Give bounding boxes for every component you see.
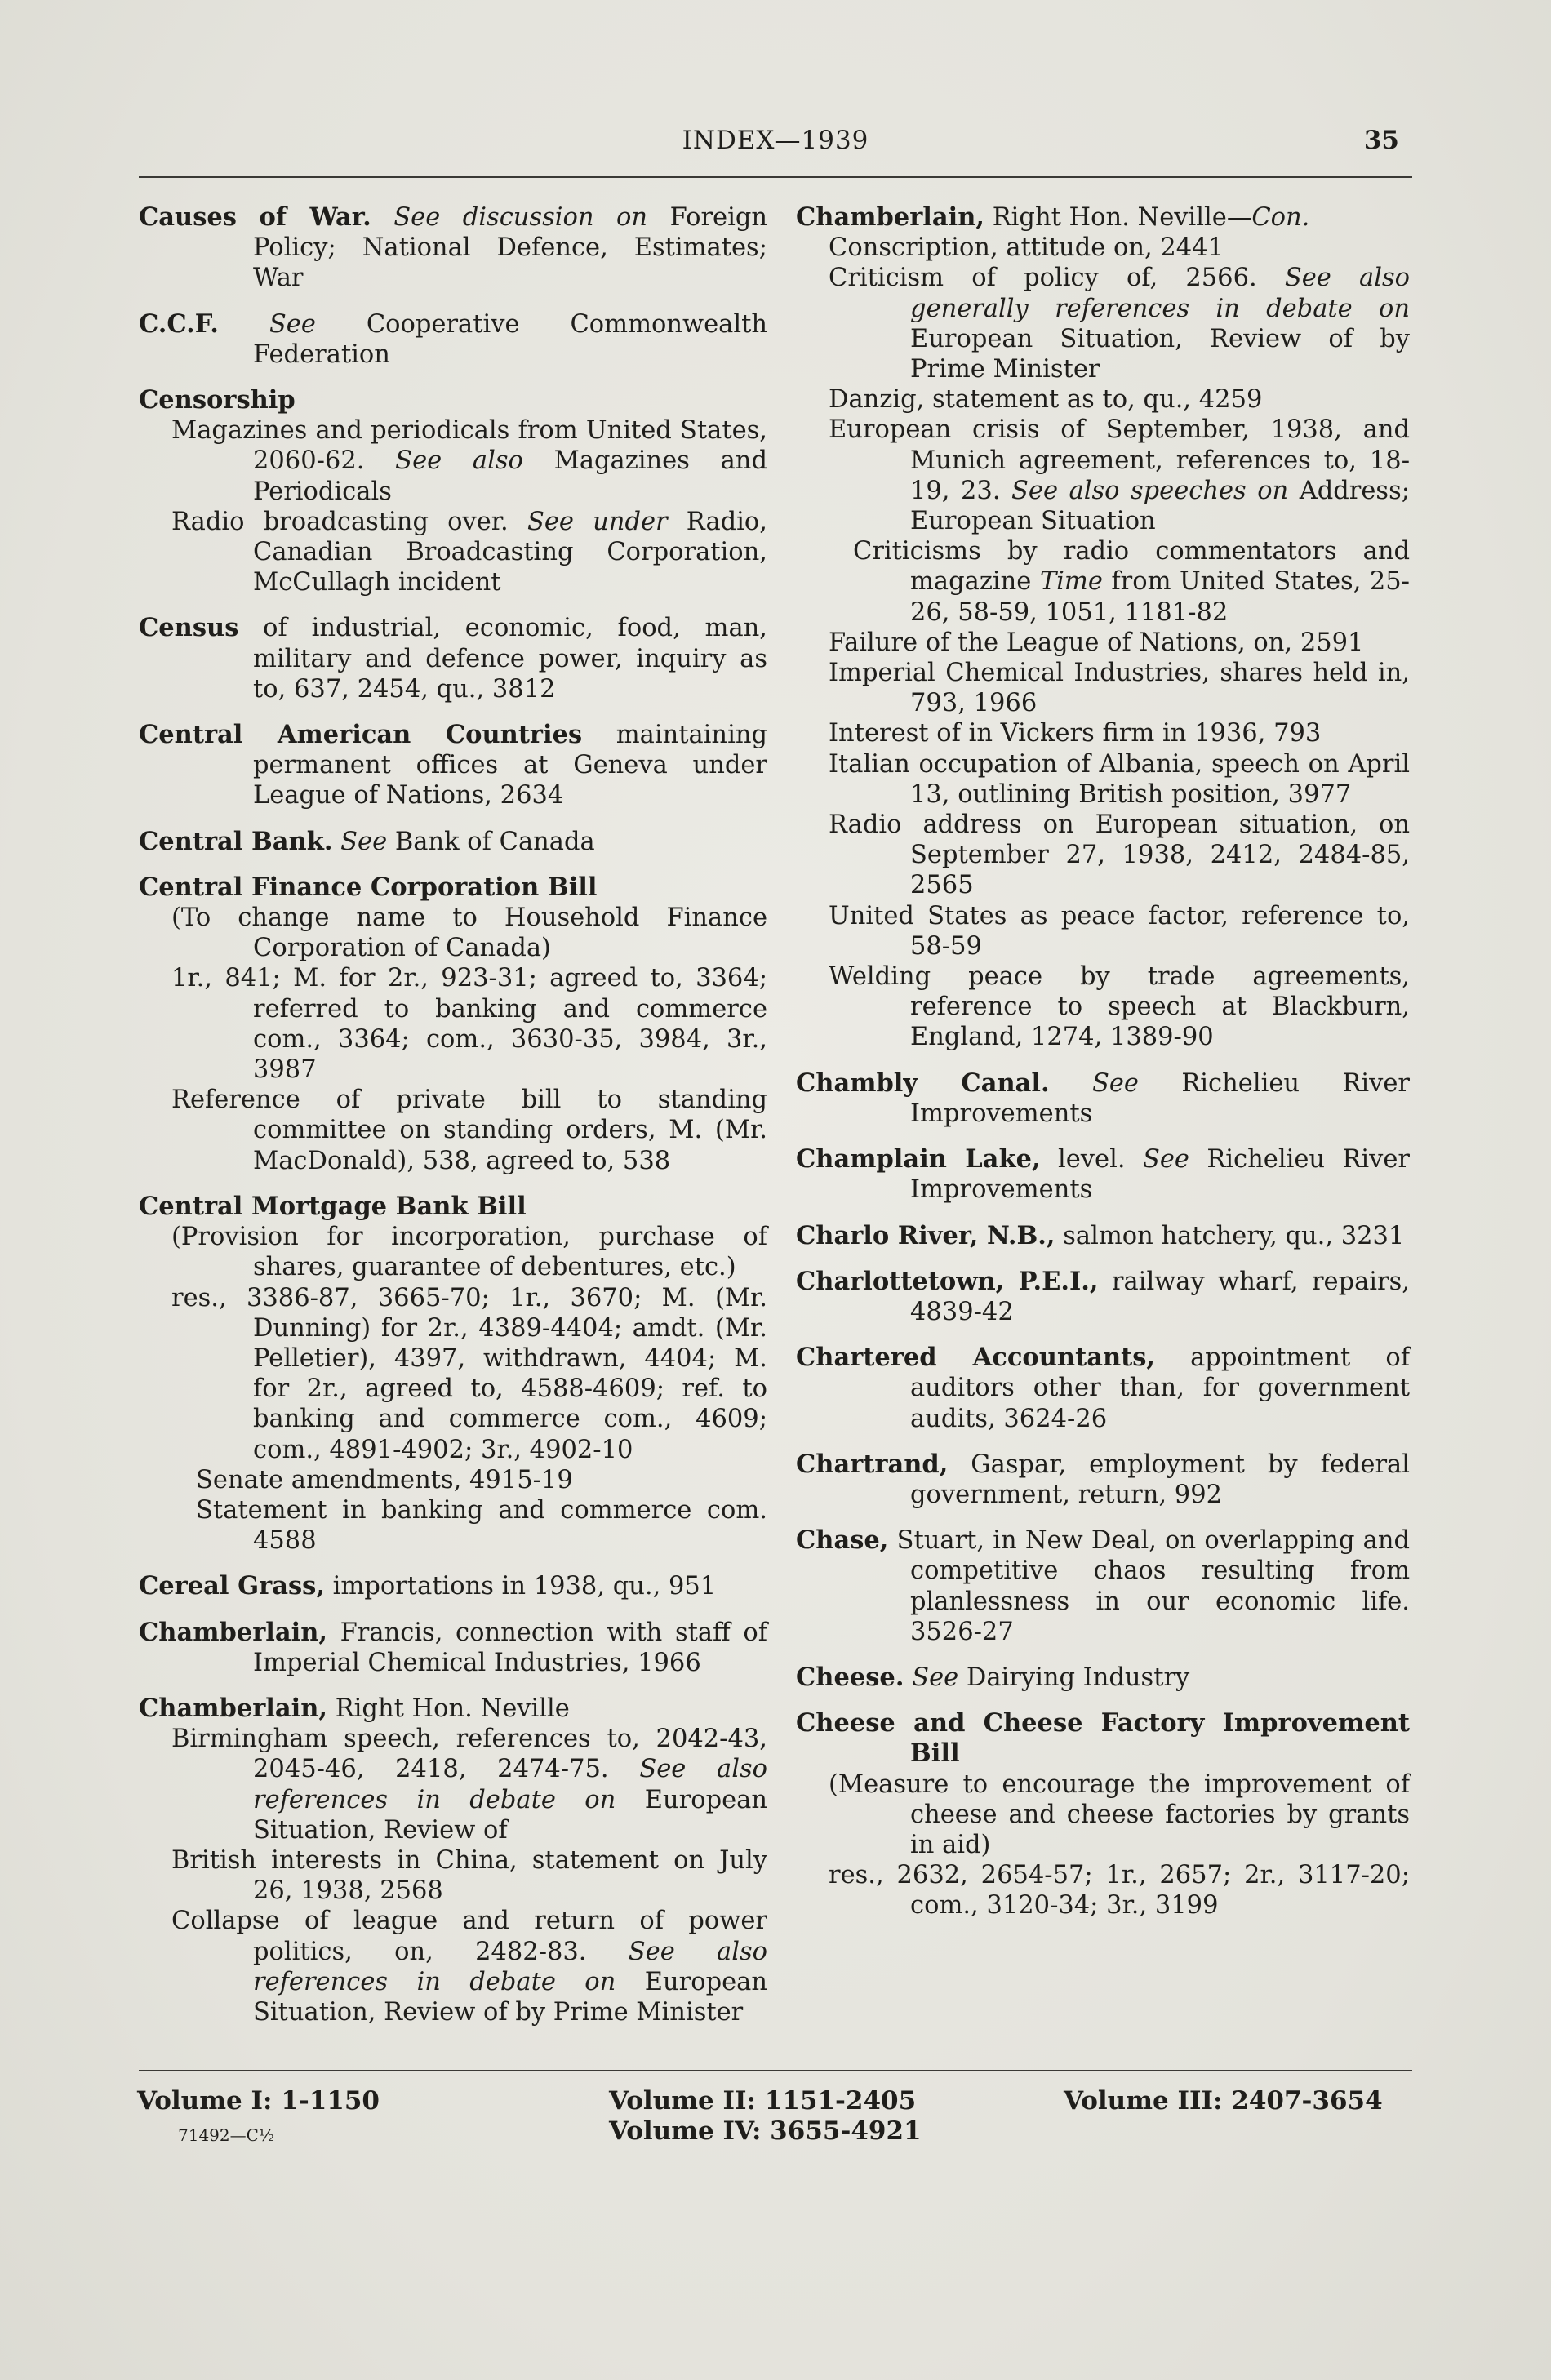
entry-main-line	[796, 1663, 1410, 1693]
entry-heading: Chamberlain,	[139, 1693, 328, 1723]
entry-subitem: Failure of the League of Nations, on, 2591	[829, 628, 1364, 657]
header-rule	[139, 176, 1412, 178]
entry-heading: Central Mortgage Bank Bill	[139, 1191, 527, 1221]
index-entry	[139, 202, 767, 294]
entry-subitem: (To change name to Household Finance Corporation of Canada)	[171, 904, 767, 963]
entry-main-line	[139, 1192, 767, 1222]
entry-subitem: Interest of in Vickers firm in 1936, 793	[829, 719, 1322, 748]
entry-heading: Census	[139, 613, 239, 643]
index-entry	[796, 1068, 1410, 1129]
entry-text: See Richelieu River Improvements	[910, 1068, 1410, 1128]
index-entry	[796, 1221, 1410, 1251]
index-entry	[796, 1144, 1410, 1205]
entry-subitem: (Provision for incorporation, purchase of shares, guarantee of debentures, etc.)	[171, 1223, 767, 1282]
entry-main-line	[796, 1450, 1410, 1510]
entry-heading: Central Finance Corporation Bill	[139, 872, 598, 902]
entry-main-line	[796, 1267, 1410, 1327]
index-entry	[796, 1663, 1410, 1693]
index-entry	[796, 1343, 1410, 1434]
entry-main-line	[139, 873, 767, 903]
page-number: 35	[1363, 126, 1399, 155]
entry-main-line	[139, 1571, 767, 1601]
entry-subitem: Collapse of league and return of power politics, on, 2482-83. See also references in debate on European Situation, Review of by Prime Minister	[171, 1907, 767, 2027]
index-entry	[139, 827, 767, 857]
entry-heading: Cereal Grass,	[139, 1571, 325, 1601]
entry-text: See Dairying Industry	[912, 1663, 1190, 1692]
entry-main-line	[139, 1618, 767, 1678]
left-column	[139, 202, 767, 2043]
entry-main-line	[796, 1144, 1410, 1205]
page-header	[0, 122, 1551, 163]
index-entry	[796, 202, 1410, 1053]
entry-subitem: Birmingham speech, references to, 2042-43, 2045-46, 2418, 2474-75. See also references in debate on European Situation, Review of	[171, 1725, 767, 1845]
entry-text: of War. See discussion on Foreign Policy; National Defence, Estimates; War	[253, 202, 767, 293]
index-entry	[139, 1618, 767, 1678]
entry-main-line	[139, 613, 767, 704]
footer-rule	[139, 2070, 1412, 2071]
entry-text: Right Hon. Neville—Con.	[984, 203, 1310, 232]
entry-subitem: Conscription, attitude on, 2441	[829, 233, 1224, 263]
index-entry	[139, 613, 767, 704]
entry-text: importations in 1938, qu., 951	[324, 1572, 717, 1601]
index-entry	[139, 720, 767, 811]
index-entry	[139, 309, 767, 370]
entry-main-line	[139, 385, 767, 415]
entry-text: Stuart, in New Deal, on overlapping and competitive chaos resulting from planlessness in our economic life. 3526-27	[888, 1526, 1410, 1646]
entry-subitem: United States as peace factor, reference to, 58-59	[829, 901, 1410, 961]
right-column	[796, 202, 1410, 1937]
entry-text: See Bank of Canada	[340, 827, 595, 856]
entry-main-line	[139, 827, 767, 857]
entry-subitem: Criticism of policy of, 2566. See also generally references in debate on European Situation, Review of by Prime Minister	[829, 264, 1410, 384]
entry-subitem: Welding peace by trade agreements, reference to speech at Blackburn, England, 1274, 1389-90	[829, 962, 1410, 1052]
entry-text: Gaspar, employment by federal government, return, 992	[910, 1450, 1410, 1509]
entry-subitem: Reference of private bill to standing committee on standing orders, M. (Mr. MacDonald), 538, agreed to, 538	[171, 1086, 767, 1175]
entry-main-line	[139, 309, 767, 370]
entry-text: of industrial, economic, food, man, military and defence power, inquiry as to, 637, 2454, qu., 3812	[238, 614, 767, 704]
entry-text: Right Hon. Neville	[327, 1694, 570, 1723]
entry-heading: Charlo River, N.B.,	[796, 1220, 1055, 1250]
entry-heading: Chartrand,	[796, 1449, 949, 1479]
index-entry	[139, 385, 767, 597]
entry-main-line	[796, 1343, 1410, 1434]
entry-heading: Central American Countries	[139, 720, 583, 750]
entry-heading: Champlain Lake,	[796, 1144, 1041, 1174]
entry-text: maintaining permanent offices at Geneva under League of Nations, 2634	[253, 721, 767, 810]
volume-one-range: Volume I: 1-1150	[137, 2086, 380, 2116]
entry-subitem: Imperial Chemical Industries, shares held in, 793, 1966	[829, 659, 1410, 718]
entry-heading: Chase,	[796, 1525, 889, 1556]
index-entry	[796, 1450, 1410, 1510]
entry-subitem: Danzig, statement as to, qu., 4259	[829, 385, 1263, 415]
entry-main-line	[139, 202, 767, 294]
volume-two-range: Volume II: 1151-2405	[609, 2086, 917, 2116]
entry-heading: Central Bank.	[139, 826, 333, 856]
entry-main-line	[139, 1694, 767, 1724]
index-entry	[796, 1267, 1410, 1327]
entry-subitem: Statement in banking and commerce com. 4588	[196, 1495, 767, 1556]
entry-text: appointment of auditors other than, for government audits, 3624-26	[910, 1343, 1410, 1433]
index-entry	[139, 873, 767, 1176]
entry-subitem: res., 2632, 2654-57; 1r., 2657; 2r., 3117-20; com., 3120-34; 3r., 3199	[829, 1861, 1410, 1920]
index-entry	[139, 1571, 767, 1601]
print-code: 71492—C½	[178, 2125, 275, 2145]
index-entry	[139, 1694, 767, 2027]
entry-text: railway wharf, repairs, 4839-42	[910, 1267, 1410, 1326]
entry-text: level. See Richelieu River Improvements	[910, 1145, 1410, 1205]
entry-subitem: res., 3386-87, 3665-70; 1r., 3670; M. (Mr. Dunning) for 2r., 4389-4404; amdt. (Mr. Pelletier), 4397, withdrawn, 4404; M. for 2r., agreed to, 4588-4609; ref. to banking and commerce com., 4609; com., 4891-4902; 3r., 4902-10	[171, 1283, 767, 1464]
entry-main-line	[796, 1708, 1410, 1769]
entry-text: Francis, connection with staff of Imperial Chemical Industries, 1966	[253, 1618, 767, 1677]
entry-subitem: Radio address on European situation, on September 27, 1938, 2412, 2484-85, 2565	[829, 810, 1410, 900]
entry-main-line	[796, 1221, 1410, 1251]
entry-subitem: (Measure to encourage the improvement of cheese and cheese factories by grants in aid)	[829, 1769, 1410, 1859]
entry-heading: Censorship	[139, 385, 296, 415]
index-entry	[139, 1192, 767, 1556]
entry-heading: Chartered Accountants,	[796, 1343, 1156, 1373]
entry-main-line	[796, 1525, 1410, 1647]
entry-heading: Causes	[139, 202, 237, 232]
running-title: INDEX—1939	[682, 126, 869, 155]
index-entry	[796, 1525, 1410, 1647]
index-entry	[796, 1708, 1410, 1920]
entry-text: See Cooperative Commonwealth Federation	[253, 309, 767, 369]
volume-three-range: Volume III: 2407-3654	[1064, 2086, 1383, 2116]
entry-heading: Chamberlain,	[139, 1617, 328, 1647]
entry-subitem: Criticisms by radio commentators and magazine Time from United States, 25-26, 58-59, 1051, 1181-82	[853, 537, 1410, 627]
entry-heading: Charlottetown, P.E.I.,	[796, 1266, 1099, 1296]
page-footer	[0, 2086, 1551, 2184]
entry-heading: Chambly Canal.	[796, 1068, 1050, 1098]
volume-four-range: Volume IV: 3655-4921	[609, 2116, 922, 2146]
entry-subitem: British interests in China, statement on July 26, 1938, 2568	[171, 1845, 767, 1906]
entry-subitem: European crisis of September, 1938, and Munich agreement, references to, 18-19, 23. See also speeches on Address; European Situation	[829, 415, 1410, 536]
entry-subitem: Senate amendments, 4915-19	[196, 1465, 573, 1494]
entry-subitem: Italian occupation of Albania, speech on April 13, outlining British position, 3977	[829, 749, 1410, 809]
entry-subitem: Magazines and periodicals from United States, 2060-62. See also Magazines and Periodicals	[171, 416, 767, 506]
entry-main-line	[139, 720, 767, 811]
entry-subitem: Radio broadcasting over. See under Radio, Canadian Broadcasting Corporation, McCullagh incident	[171, 507, 767, 597]
entry-main-line	[796, 1068, 1410, 1129]
entry-main-line	[796, 202, 1410, 233]
entry-heading: Cheese.	[796, 1662, 904, 1692]
entry-heading: Cheese and Cheese Factory Improvement Bill	[796, 1708, 1410, 1769]
entry-heading: C.C.F.	[139, 309, 219, 339]
entry-text: salmon hatchery, qu., 3231	[1055, 1221, 1405, 1250]
entry-heading: Chamberlain,	[796, 202, 985, 232]
entry-subitem: 1r., 841; M. for 2r., 923-31; agreed to, 3364; referred to banking and commerce com., 3364; com., 3630-35, 3984, 3r., 3987	[171, 964, 767, 1085]
